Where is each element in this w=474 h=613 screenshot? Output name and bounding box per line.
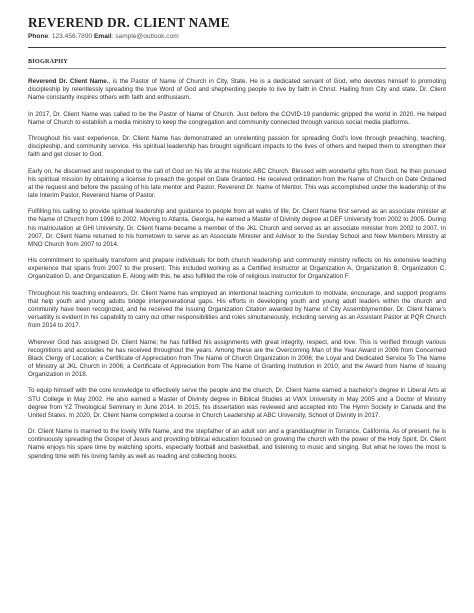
bio-paragraph: Throughout his teaching endeavors, Dr. Client Name has employed an intentional teaching curriculum to motivate, encourage, and support programs that help youth and young adults bridge intergenerational gaps. His efforts in developing youth and young adult leaders within the church and community have been recognized, and he received the Issuing Organization Citation awarded by Name of City Assemblymember. Dr. Client Name’s versatility is evident in his capability to carry out other responsibilities and roles simultaneously, including serving as an Assistant Pastor at PQR Church from 2014 to 2017.	[28, 289, 446, 330]
email-value: : sample@outlook.com	[111, 33, 179, 40]
phone-label: Phone	[28, 33, 49, 40]
bio-paragraph	[28, 78, 446, 102]
bio-paragraph: To equip himself with the core knowledge to effectively serve the people and the church, Dr. Client Name earned a bachelor’s degree in Liberal Arts at STU College in May 2002. He also earned a Master of Divinity degree in Biblical Studies at VWX University in May 2005 and a Doctor of Ministry degree from YZ Theological Seminary in June 2014. In 2015, his dissertation was reviewed and accepted into The Hymn Society in Canada and the United States. In 2020, Dr. Client Name completed a course in Church Leadership at ABC University, School of Divinity in 2017.	[28, 387, 446, 419]
bio-paragraph: Dr. Client Name is married to the lovely Wife Name, and the stepfather of an adult son and a granddaughter in Torrance, California. As of present, he is continuously spreading the Gospel of Jesus and providing biblical education focused on growing the church with the power of the Holy Spirit. Dr. Client Name enjoys his spare time by watching sports, especially football and basketball, and listening to music and singing. But what he loves the most is spending time with his loving family as well as reading and collecting books.	[28, 428, 446, 460]
section-divider	[28, 68, 446, 69]
phone-value: : 123.456.7890	[48, 33, 93, 40]
bio-paragraph-text: , is the Pastor of Name of Church in City, State. He is a dedicated servant of God, who devotes himself to promoting discipleship by relentlessly spreading the true Word of God and shepherding people to live by faith in Christ. Hailing from City and state, Dr. Client Name constantly inspires others with faith and enthusiasm.	[28, 78, 446, 102]
client-name-heading: REVEREND DR. CLIENT NAME	[28, 15, 230, 30]
resume-page	[28, 14, 446, 469]
biography-body	[28, 78, 446, 461]
email-label: Email	[94, 33, 112, 40]
contact-line	[28, 32, 446, 41]
bio-paragraph: Early on, he discerned and responded to the call of God on his life at the historic ABC Church. Blessed with wonderful gifts from God, he then pursued his spiritual mission by obtaining a license to preach the gospel on Date Granted. He received ordination from the Name of Church on Date Ordained at the request and before the passing of his late mentor and Pastor, Reverend Dr. Name of Mentor. This was accomplished under the leadership of the late Interim Pastor, Reverend Name of Pastor.	[28, 167, 446, 199]
section-title: BIOGRAPHY	[28, 58, 68, 65]
bio-paragraph: In 2017, Dr. Client Name was called to be the Pastor of Name of Church. Just before the COVID-19 pandemic gripped the world in 2020. He helped Name of Church to establish a media ministry to keep the congregation and community connected through various social media platforms.	[28, 110, 446, 126]
bio-paragraph: Fulfilling his calling to provide spiritual leadership and guidance to people from all walks of life; Dr. Client Name first served as an associate minister at the Name of Church from 1998 to 2002. Moving to Atlanta, Georgia, he earned a Master of Divinity degree at DEF University from 2002 to 2005. During his matriculation at GHI University, Dr. Client Name became a member of the JKL Church and served as an associate minister from 2002 to 2007. In 2007, Dr. Client Name returned to his hometown to serve as an Associate Minister and Advisor to the Sunday School and New Members Ministry at MNO Church from 2007 to 2014.	[28, 208, 446, 248]
bio-paragraph: His commitment to spiritually transform and prepare individuals for both church leadership and community ministry reflects on his extensive teaching experience that spans from 2007 to the present. This included working as a Certified Instructor at Organization A, Organization B, Organization C, Organization D, and Organization E. Along with this, he also fulfilled the role of religious instructor for Organization F.	[28, 257, 446, 281]
bio-lead-name: Reverend Dr. Client Name.	[28, 78, 109, 85]
bio-paragraph: Throughout his vast experience, Dr. Client Name has demonstrated an unrelenting passion for spreading God’s love through preaching, teaching, discipleship, and community service. His spiritual leadership has brought significant impacts to the lives of others and helped them to strengthen their faith and get closer to God.	[28, 134, 446, 159]
header-divider	[28, 47, 446, 48]
bio-paragraph: Wherever God has assigned Dr. Client Name; he has fulfilled his assignments with great integrity, respect, and love. This is verified through various recognitions and accolades he has received throughout the years. Among these are the Overcoming Man of the Year Award in 2006 from Concerned Black Clergy of Location; a Certificate of Appreciation from The Name of Church Organization in 2006; the Loyal and Dedicated Service To The Name of Ministry at JKL Church in 2006; a Certificate of Appreciation from The Name of Granting Institution in 2010; and the Award from Name of Issuing Organization in 2018.	[28, 338, 446, 379]
